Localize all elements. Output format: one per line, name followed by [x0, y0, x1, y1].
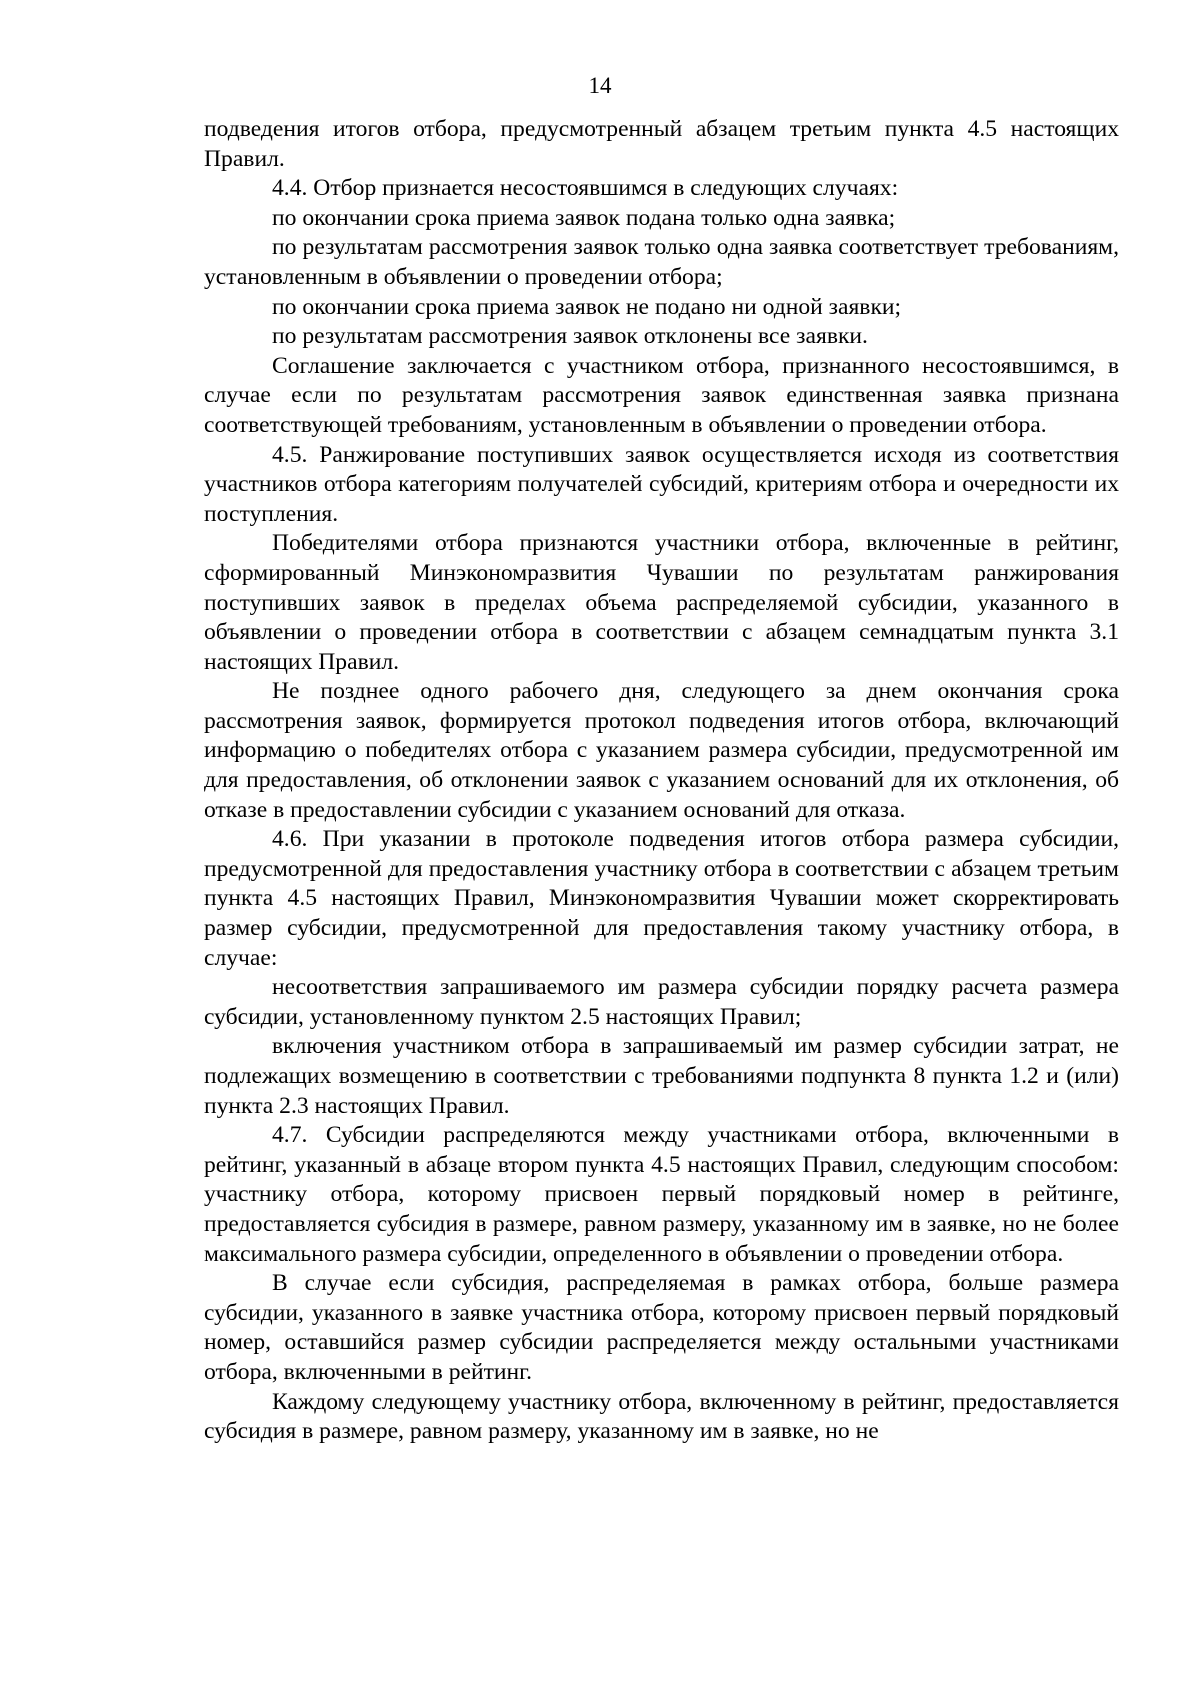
paragraph: Не позднее одного рабочего дня, следующего за днем окончания срока рассмотрения заявок, формируется протокол подведения итогов отбора, включающий информацию о победителях отбора с указанием размера субсидии, предусмотренной им для предоставления, об отклонении заявок с указанием оснований для их отклонения, об отказе в предоставлении субсидии с указанием оснований для отказа. [204, 678, 1119, 823]
paragraph: 4.6. При указании в протоколе подведения итогов отбора размера субсидии, предусмотренной для предоставления участнику отбора в соответствии с абзацем третьим пункта 4.5 настоящих Правил, Минэкономразвития Чувашии может скорректировать размер субсидии, предусмотренной для предоставления такому участнику отбора, в случае: [204, 826, 1119, 971]
paragraph: Каждому следующему участнику отбора, включенному в рейтинг, предоставляется субсидия в размере, равном размеру, указанному им в заявке, но не [204, 1388, 1119, 1445]
paragraph: Победителями отбора признаются участники отбора, включенные в рейтинг, сформированный Минэкономразвития Чувашии по результатам ранжирования поступивших заявок в пределах объема распределяемой субсидии, указанного в объявлении о проведении отбора в соответствии с абзацем семнадцатым пункта 3.1 настоящих Правил. [204, 530, 1119, 675]
paragraph: подведения итогов отбора, предусмотренный абзацем третьим пункта 4.5 настоящих Правил. [204, 116, 1119, 172]
paragraph: по результатам рассмотрения заявок только одна заявка соответствует требованиям, установленным в объявлении о проведении отбора; [204, 234, 1119, 290]
document-body [204, 115, 1119, 1447]
paragraph: 4.4. Отбор признается несостоявшимся в следующих случаях: [272, 175, 899, 202]
paragraph: 4.7. Субсидии распределяются между участниками отбора, включенными в рейтинг, указанный в абзаце втором пункта 4.5 настоящих Правил, следующим способом: участнику отбора, которому присвоен первый порядковый номер в рейтинге, предоставляется субсидия в размере, равном размеру, указанному им в заявке, но не более максимального размера субсидии, определенного в объявлении о проведении отбора. [204, 1122, 1119, 1267]
paragraph: 4.5. Ранжирование поступивших заявок осуществляется исходя из соответствия участников отбора категориям получателей субсидий, критериям отбора и очередности их поступления. [204, 441, 1119, 527]
paragraph: несоответствия запрашиваемого им размера субсидии порядку расчета размера субсидии, установленному пунктом 2.5 настоящих Правил; [204, 974, 1119, 1030]
paragraph: по результатам рассмотрения заявок отклонены все заявки. [272, 323, 868, 350]
paragraph: включения участником отбора в запрашиваемый им размер субсидии затрат, не подлежащих возмещению в соответствии с требованиями подпункта 8 пункта 1.2 и (или) пункта 2.3 настоящих Правил. [204, 1033, 1119, 1119]
paragraph: по окончании срока приема заявок подана только одна заявка; [272, 204, 896, 231]
paragraph: по окончании срока приема заявок не подано ни одной заявки; [272, 293, 902, 320]
paragraph: Соглашение заключается с участником отбора, признанного несостоявшимся, в случае если по результатам рассмотрения заявок единственная заявка признана соответствующей требованиям, установленным в объявлении о проведении отбора. [204, 352, 1119, 438]
page-number: 14 [588, 73, 612, 98]
paragraph: В случае если субсидия, распределяемая в рамках отбора, больше размера субсидии, указанного в заявке участника отбора, которому присвоен первый порядковый номер, оставшийся размер субсидии распределяется между остальными участниками отбора, включенными в рейтинг. [204, 1270, 1119, 1385]
